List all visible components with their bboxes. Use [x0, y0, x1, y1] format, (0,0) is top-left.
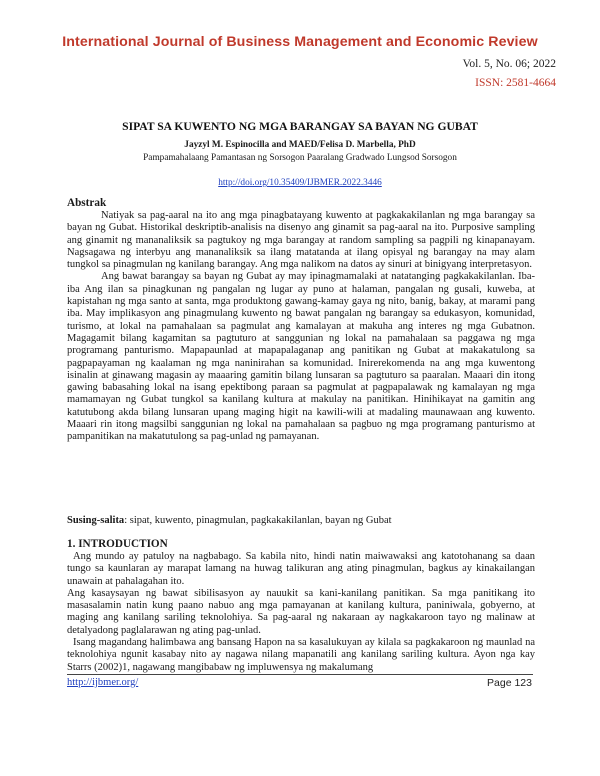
issn: ISSN: 2581-4664: [475, 77, 556, 89]
keywords-text: : sipat, kuwento, pinagmulan, pagkakakilanlan, bayan ng Gubat: [124, 515, 392, 526]
journal-title: International Journal of Business Management and Economic Review: [62, 34, 538, 50]
intro-paragraph: Isang magandang halimbawa ang bansang Hapon na sa kasalukuyan ay kilala sa pagkakaroon ng maunlad na teknolohiya ngunit kasabay nito ay nagawa nilang mapanatili ang kanilang sariling kultura. Ayon nga kay Starrs (2002)1, nagawang mangibabaw ng impluwensya ng makalumang: [67, 637, 535, 673]
intro-paragraph: Ang kasaysayan ng bawat sibilisasyon ay nauukit sa kani-kanilang panitikan. Sa mga panitikang ito masasalamin natin kung paano nabuo ang mga pamayanan at kanilang kultura, paniniwala, gobyerno, at maging ang kanilang sariling teknolohiya. Sa pag-aaral ng nakaraan ay nagkakaroon tayo ng malinaw at detalyadong paglalarawan ng ating pag-unlad.: [67, 587, 535, 636]
page-number: Page 123: [487, 677, 532, 689]
footer-link[interactable]: http://ijbmer.org/: [67, 677, 139, 688]
keywords-label: Susing-salita: [67, 515, 125, 526]
volume-info: Vol. 5, No. 06; 2022: [462, 58, 556, 70]
section-heading: 1. INTRODUCTION: [67, 538, 168, 550]
article-title: SIPAT SA KUWENTO NG MGA BARANGAY SA BAYAN NG GUBAT: [122, 120, 478, 133]
introduction-body: [67, 551, 535, 674]
abstract-heading: Abstrak: [67, 197, 107, 209]
abstract-body: [67, 210, 535, 444]
intro-paragraph: Ang mundo ay patuloy na nagbabago. Sa kabila nito, hindi natin maiwawaksi ang katotohanang sa daan tungo sa kaunlaran ay marapat lamang na huwag talikuran ang ating pinagmulan, bagkus ay kinakailangan unawain at pahalagahan ito.: [67, 551, 535, 587]
affiliation: Pampamahalaang Pamantasan ng Sorsogon Paaralang Gradwado Lungsod Sorsogon: [143, 153, 457, 163]
footer-rule: [67, 674, 533, 675]
abstract-paragraph: Ang bawat barangay sa bayan ng Gubat ay may ipinagmamalaki at natatanging pagkakakilanlan. Iba-iba Ang ilan sa pinagkunan ng pangalan ng lugar ay puno at halaman, pangalan ng gusali, kuweba, at kapistahan ng mga santo at santa, mga produktong gawang-kamay gaya ng nito, banig, bakay, at marami pang iba. May implikasyon ang pinagmulang kuwento ng bawat pangalan ng barangay sa edukasyon, komunidad, turismo, at lokal na pamahalaan sa pagmulat ang kamalayan at makuha ang interes ng mga Gubatnon. Magagamit bilang kagamitan sa pagtuturo at sanggunian ng lokal na pamahalaan sa paggawa ng mga programang panturismo. Mapapaunlad at mapapalaganap ang panitikan ng Gubat at makakatulong sa pagpapayaman ng kaalaman ng mga naninirahan sa komunidad. Inirerekomenda na ang mga kuwentong isinalin at ginawang magasin ay maaaring gamitin bilang lunsaran sa pagtuturo sa paaralan. Maaari din itong gawing babasahing lokal na isang epektibong paraan sa pagmulat at pagpapalawak ng kamalayan ng mga mamamayan ng Gubat tungkol sa kanilang kultura at makulay na panitikan. Hinihikayat na gamitin ang katutubong akda bilang lunsaran upang maging higit na kawili-wili at madaling maunawaan ang kuwento. Maaari rin itong magsilbi sanggunian ng lokal na pamahalaan sa pagbuo ng mga programang panturismo at pampanitikan na makatutulong sa pag-unlad ng pamayanan.: [67, 271, 535, 443]
authors: Jayzyl M. Espinocilla and MAED/Felisa D. Marbella, PhD: [184, 140, 416, 150]
doi-link[interactable]: http://doi.org/10.35409/IJBMER.2022.3446: [218, 178, 382, 188]
abstract-paragraph: Natiyak sa pag-aaral na ito ang mga pinagbatayang kuwento at pagkakakilanlan ng mga barangay sa bayan ng Gubat. Historikal deskriptib-analisis na disenyo ang ginamit sa pag-aaral na ito. Purposive sampling ang ginamit ng mananaliksik sa pagtukoy ng mga barangay at random sampling sa pagpili ng kinapanayam. Nagsagawa ng interbyu ang mananaliksik sa ilang matatanda at ilang opisyal ng barangay na may alam tungkol sa pinagmulan ng kanilang barangay. Ang mga nalikom na datos ay sinuri at binigyang interpretasyon.: [67, 210, 535, 271]
keywords: [67, 515, 537, 526]
